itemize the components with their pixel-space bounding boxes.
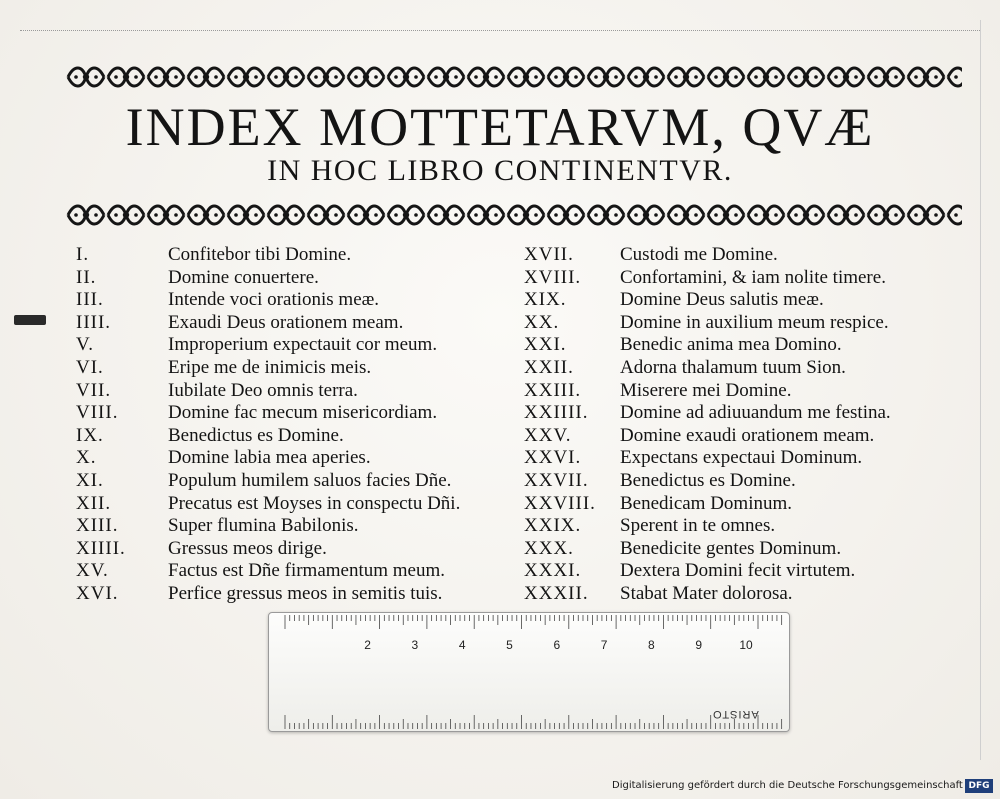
entry-number: XIII.	[76, 515, 119, 537]
ornament-border-top	[66, 62, 962, 92]
entry-number: XXI.	[524, 334, 567, 356]
entry-incipit: Benedictus es Domine.	[168, 424, 344, 446]
entry-incipit: Domine in auxilium meum respice.	[620, 311, 889, 333]
margin-mark	[14, 315, 46, 325]
entry-incipit: Domine fac mecum misericordiam.	[168, 402, 438, 424]
entry-number: X.	[76, 447, 97, 469]
entry-incipit: Miserere mei Domine.	[620, 379, 792, 401]
entry-incipit: Gressus meos dirige.	[168, 537, 327, 559]
entry-number: XXXI.	[524, 560, 582, 582]
entry-number: XXIX.	[524, 515, 582, 537]
entry-incipit: Precatus est Moyses in conspectu Dñi.	[168, 492, 461, 514]
entry-incipit: Improperium expectauit cor meum.	[168, 334, 438, 356]
entry-number: XXXII.	[524, 583, 589, 604]
page-title: INDEX MOTTETARVM, QVÆ	[125, 97, 875, 157]
entry-incipit: Iubilate Deo omnis terra.	[168, 379, 358, 401]
entry-number: XVIII.	[524, 266, 582, 288]
entry-incipit: Confitebor tibi Domine.	[168, 244, 352, 265]
entry-incipit: Confortamini, & iam nolite timere.	[620, 266, 886, 288]
ruler-scale	[269, 613, 789, 731]
ruler-tick-label: 8	[648, 638, 655, 652]
entry-incipit: Intende voci orationis meæ.	[168, 289, 380, 311]
entry-incipit: Expectans expectaui Dominum.	[620, 447, 863, 469]
dfg-logo: DFG	[965, 779, 993, 793]
ornament-border-middle	[66, 200, 962, 230]
entry-incipit: Perfice gressus meos in semitis tuis.	[168, 583, 443, 604]
entry-incipit: Benedicam Dominum.	[620, 492, 793, 514]
entry-number: XII.	[76, 492, 112, 514]
entry-number: XV.	[76, 560, 109, 582]
entry-number: XXVII.	[524, 470, 589, 491]
entry-number: VII.	[76, 379, 112, 401]
entry-incipit: Domine exaudi orationem meam.	[620, 424, 875, 446]
entry-incipit: Domine ad adiuuandum me festina.	[620, 402, 891, 424]
entry-number: VIII.	[76, 402, 119, 424]
entry-number: IX.	[76, 424, 104, 446]
entry-number: V.	[76, 334, 95, 356]
entry-number: XXIII.	[524, 379, 582, 401]
ruler-tick-label: 7	[600, 638, 608, 652]
ruler-brand-label: ARISTO	[712, 708, 759, 720]
entry-incipit: Stabat Mater dolorosa.	[620, 583, 793, 604]
entry-incipit: Benedic anima mea Domino.	[620, 334, 842, 356]
entry-incipit: Factus est Dñe firmamentum meum.	[168, 560, 446, 582]
entry-incipit: Adorna thalamum tuum Sion.	[620, 357, 846, 378]
entry-number: XIX.	[524, 289, 567, 311]
entry-number: I.	[76, 244, 90, 265]
page-edge-line	[20, 30, 980, 32]
entry-number: XXX.	[524, 537, 574, 559]
entry-incipit: Exaudi Deus orationem meam.	[168, 311, 404, 333]
entry-incipit: Benedicite gentes Dominum.	[620, 537, 842, 559]
entry-incipit: Custodi me Domine.	[620, 244, 778, 265]
ruler-tick-label: 2	[364, 638, 371, 652]
entry-number: XX.	[524, 311, 560, 333]
digitization-credit: Digitalisierung gefördert durch die Deutsche Forschungsgemeinschaft	[612, 780, 963, 791]
ruler-tick-label: 3	[411, 638, 419, 652]
page-subtitle: IN HOC LIBRO CONTINENTVR.	[267, 154, 733, 187]
entry-incipit: Dextera Domini fecit virtutem.	[620, 560, 856, 582]
entry-incipit: Super flumina Babilonis.	[168, 515, 359, 537]
entry-number: IIII.	[76, 311, 112, 333]
entry-number: XXVIII.	[524, 492, 596, 514]
entry-number: XIIII.	[76, 537, 126, 559]
ruler-tick-label: 10	[739, 638, 753, 652]
entry-number: XVI.	[76, 583, 119, 604]
entry-incipit: Eripe me de inimicis meis.	[168, 357, 372, 378]
entry-incipit: Benedictus es Domine.	[620, 470, 796, 491]
entry-incipit: Domine Deus salutis meæ.	[620, 289, 824, 311]
entry-number: XXII.	[524, 357, 574, 378]
entry-number: XVII.	[524, 244, 574, 265]
entry-number: XXVI.	[524, 447, 582, 469]
entry-number: III.	[76, 289, 104, 311]
entry-incipit: Domine labia mea aperies.	[168, 447, 371, 469]
entry-incipit: Populum humilem saluos facies Dñe.	[168, 470, 452, 491]
ruler-tick-label: 9	[695, 638, 703, 652]
entry-number: XXV.	[524, 424, 572, 446]
entry-number: XXIIII.	[524, 402, 589, 424]
ruler-tick-label: 6	[553, 638, 561, 652]
ruler-tick-label: 4	[458, 638, 466, 652]
entry-number: II.	[76, 266, 97, 288]
ruler-tick-label: 5	[506, 638, 513, 652]
entry-number: XI.	[76, 470, 104, 491]
entry-number: VI.	[76, 357, 104, 378]
entry-incipit: Domine conuertere.	[168, 266, 319, 288]
entry-incipit: Sperent in te omnes.	[620, 515, 776, 537]
